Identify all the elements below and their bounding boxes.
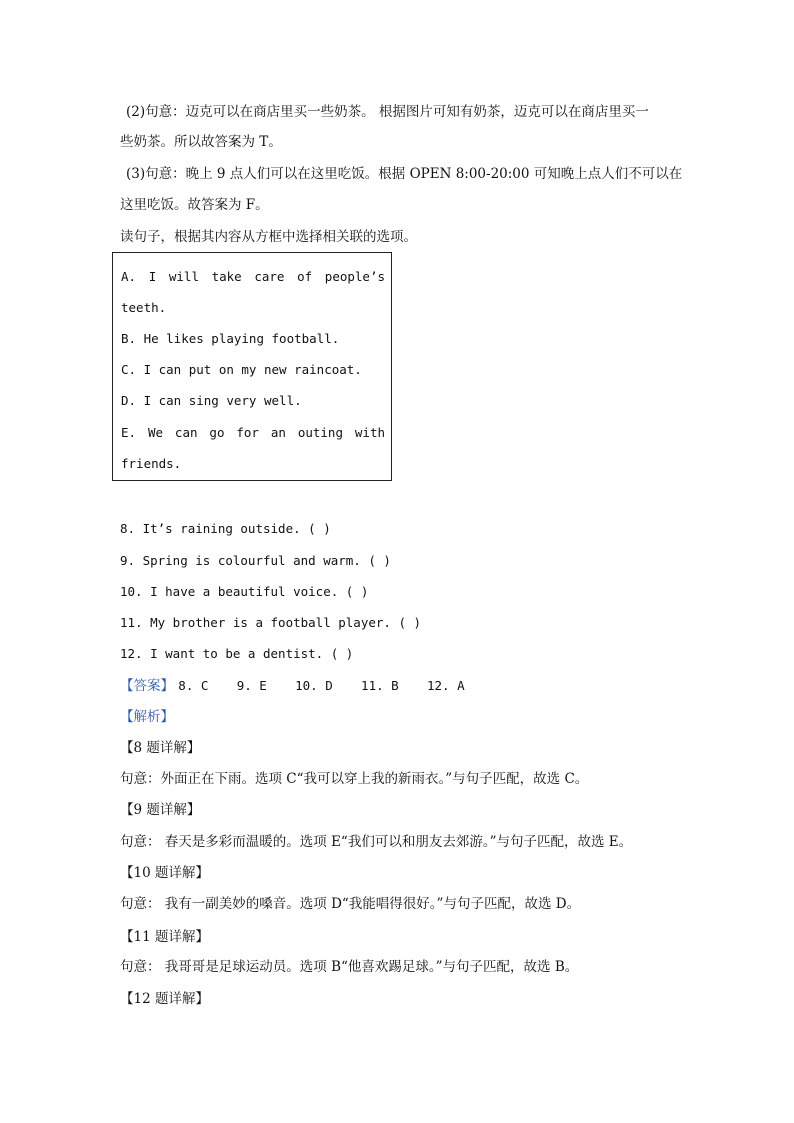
option-a-cont: teeth. (121, 300, 167, 315)
question-11: 11. My brother is a football player. ( ) (120, 615, 422, 630)
detail-text: 句意： 春天是多彩而温暖的。选项 E“我们可以和朋友去郊游。”与句子匹配，故选 E。 (120, 834, 633, 850)
detail-heading: 【11 题详解】 (120, 929, 209, 945)
question-12: 12. I want to be a dentist. ( ) (120, 646, 354, 661)
option-e: E. We can go for an outing with (121, 425, 385, 440)
detail-heading: 【12 题详解】 (120, 991, 209, 1007)
analysis-label: 【解析】 (120, 709, 174, 725)
answer-item: 12. A (426, 678, 465, 693)
answer-row (120, 676, 465, 696)
answer-item: 9. E (236, 678, 267, 693)
option-a: A. I will take care of people’s (121, 269, 385, 284)
detail-text: 句意： 我有一副美妙的嗓音。选项 D“我能唱得很好。”与句子匹配，故选 D。 (120, 896, 581, 912)
detail-heading: 【9 题详解】 (120, 802, 201, 818)
explanation-line: 些奶茶。所以故答案为 T。 (120, 134, 282, 150)
answer-item: 10. D (295, 678, 333, 693)
detail-text: 句意： 我哥哥是足球运动员。选项 B“他喜欢踢足球。”与句子匹配，故选 B。 (120, 959, 579, 975)
question-10: 10. I have a beautiful voice. ( ) (120, 584, 369, 599)
detail-text: 句意：外面正在下雨。选项 C“我可以穿上我的新雨衣。”与句子匹配，故选 C。 (120, 771, 589, 787)
detail-heading: 【10 题详解】 (120, 865, 209, 881)
option-b: B. He likes playing football. (121, 331, 340, 346)
question-8: 8. It’s raining outside. ( ) (120, 521, 331, 536)
options-box (112, 252, 392, 481)
question-9: 9. Spring is colourful and warm. ( ) (120, 553, 391, 568)
option-c: C. I can put on my new raincoat. (121, 362, 362, 377)
explanation-line: (2)句意：迈克可以在商店里买一些奶茶。 根据图片可知有奶茶，迈克可以在商店里买一 (126, 104, 649, 120)
answer-item: 8. C (178, 678, 209, 693)
instruction-text: 读句子，根据其内容从方框中选择相关联的选项。 (120, 229, 417, 245)
answer-item: 11. B (361, 678, 399, 693)
option-e-cont: friends. (121, 456, 182, 471)
explanation-line: 这里吃饭。故答案为 F。 (120, 197, 269, 213)
detail-heading: 【8 题详解】 (120, 740, 201, 756)
option-d: D. I can sing very well. (121, 393, 302, 408)
answer-label: 【答案】 (120, 678, 174, 694)
explanation-line: (3)句意：晚上 9 点人们可以在这里吃饭。根据 OPEN 8:00-20:00 可知晚上点人们不可以在 (126, 166, 683, 182)
